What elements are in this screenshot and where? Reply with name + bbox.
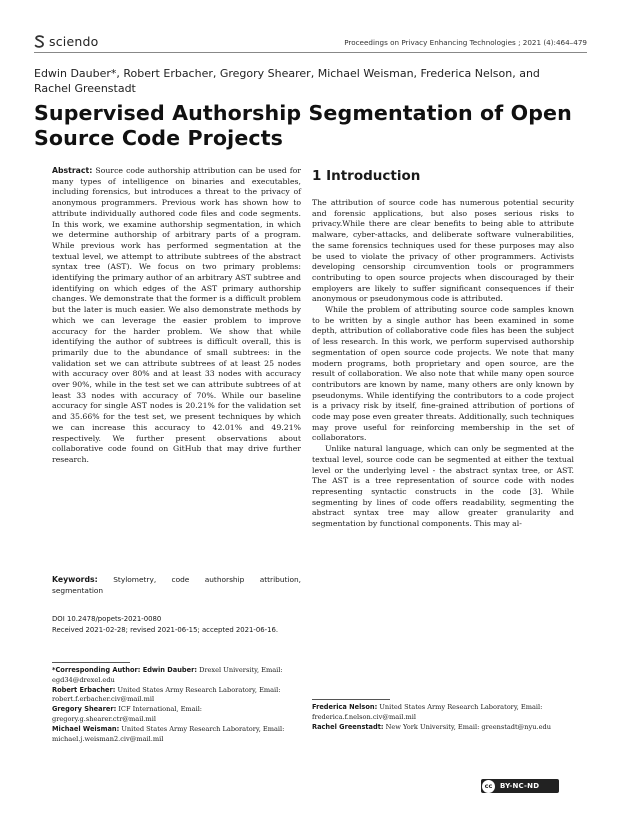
footnote-item: Gregory Shearer: ICF International, Email: gregory.g.shearer.ctr@mail.mil <box>52 705 203 723</box>
footnote-item: Rachel Greenstadt: New York University, Email: greenstadt@nyu.edu <box>312 722 551 731</box>
abstract <box>52 166 301 466</box>
footnote-item: Michael Weisman: United States Army Research Laboratory, Email: michael.j.weisman2.civ@mail.mil <box>52 724 285 743</box>
author-list: Edwin Dauber*, Robert Erbacher, Gregory Shearer, Michael Weisman, Frederica Nelson, and Rachel Greenstadt <box>34 67 540 95</box>
footnotes-right <box>312 699 574 732</box>
paragraph: Unlike natural language, which can only be segmented at the textual level, source code can be segmented at either the textual level or the underlying level - the abstract syntax tree, or AST. The AST is a tree representation of source code with nodes representing syntactic constructs in the code [3]. While segmenting by lines of code offers readability, segmenting the abstract syntax tree may allow greater granularity and segmentation by functional components. This may al- <box>312 444 574 529</box>
keywords-text: Stylometry, code authorship attribution, segmentation <box>52 575 302 595</box>
cc-icon: cc <box>482 780 495 793</box>
logo-text: sciendo <box>49 34 99 49</box>
paragraph: The attribution of source code has numerous potential security and forensic applications, but also poses serious risks to privacy.While there are clear benefits to being able to attribute malware, cyber-attacks, and deliberate software vulnerabilities, the same forensics techniques used for these purposes may also be used to violate the privacy of other programmers. Activists developing censorship circumvention tools or programmers contributing to open source projects when discouraged by their employers are likely to suffer significant consequences if their anonymous or pseudonymous code is attributed. <box>312 198 574 304</box>
section-heading: 1 Introduction <box>312 168 421 184</box>
footnotes-left <box>52 662 301 744</box>
footnote-item: *Corresponding Author: Edwin Dauber: Drexel University, Email: egd34@drexel.edu <box>52 666 283 684</box>
footnote-rule <box>52 662 130 663</box>
header-divider <box>34 52 587 53</box>
footnote-list <box>312 703 574 732</box>
paragraph: While the problem of attributing source code samples known to be written by a single author has been examined in some depth, attribution of collaborative code files has been the subject of less research. In this work, we perform supervised authorship segmentation of open source code projects. We note that many modern programs, both proprietary and open source, are the result of collaboration. We also note that while many open source contributors are known by name, many others are only known by pseudonyms. While identifying the contributors to a code project is a privacy risk by itself, fine-grained attribution of portions of code may pose even greater threats. Additionally, such techniques may prove useful for reinforcing membership in the set of collaborators. <box>312 305 574 443</box>
publisher-logo <box>34 34 98 49</box>
keywords <box>52 575 301 596</box>
abstract-text: Source code authorship attribution can be used for many types of intelligence on binaries and executables, including forensics, but introduces a threat to the privacy of anonymous programmers. Previous work has shown how to attribute individually authored code files and code segments. In this work, we examine authorship segmentation, in which we determine authorship of arbitrary parts of a program. While previous work has performed segmentation at the textual level, we attempt to attribute subtrees of the abstract syntax tree (AST). We focus on two primary problems: identifying the primary author of an arbitrary AST subtree and identifying on which edges of the AST primary authorship changes. We demonstrate that the former is a difficult problem but the later is much easier. We also demonstrate methods by which we can leverage the easier problem to improve accuracy for the harder problem. We show that while identifying the author of subtrees is difficult overall, this is primarily due to the abundance of small subtrees: in the validation set we can attribute subtrees of at least 25 nodes with accuracy over 80% and at least 33 nodes with accuracy over 90%, while in the test set we can attribute subtrees of at least 33 nodes with accuracy of 70%. While our baseline accuracy for single AST nodes is 20.21% for the validation set and 35.66% for the test set, we present techniques by which we can increase this accuracy to 42.01% and 49.21% respectively. We further present observations about collaborative code found on GitHub that may drive further research. <box>52 166 301 464</box>
introduction-body <box>312 198 574 530</box>
abstract-label: Abstract: <box>52 166 93 175</box>
keywords-label: Keywords: <box>52 575 98 584</box>
article-meta <box>52 614 301 635</box>
sciendo-logo-icon <box>34 35 45 48</box>
journal-reference: Proceedings on Privacy Enhancing Technologies ; 2021 (4):464–479 <box>344 38 587 47</box>
footnote-rule <box>312 699 390 700</box>
paper-title: Supervised Authorship Segmentation of Open Source Code Projects <box>34 101 572 150</box>
cc-license-badge[interactable] <box>481 779 559 793</box>
footnote-item: Robert Erbacher: United States Army Research Laboratory, Email: robert.f.erbacher.civ@mail.mil <box>52 685 281 704</box>
doi: DOI 10.2478/popets-2021-0080 <box>52 615 162 623</box>
license-text: BY-NC-ND <box>500 782 540 790</box>
footnote-list <box>52 666 301 744</box>
footnote-item: Frederica Nelson: United States Army Research Laboratory, Email: frederica.f.nelson.civ@mail.mil <box>312 703 543 721</box>
received-dates: Received 2021-02-28; revised 2021-06-15; accepted 2021-06-16. <box>52 625 279 634</box>
